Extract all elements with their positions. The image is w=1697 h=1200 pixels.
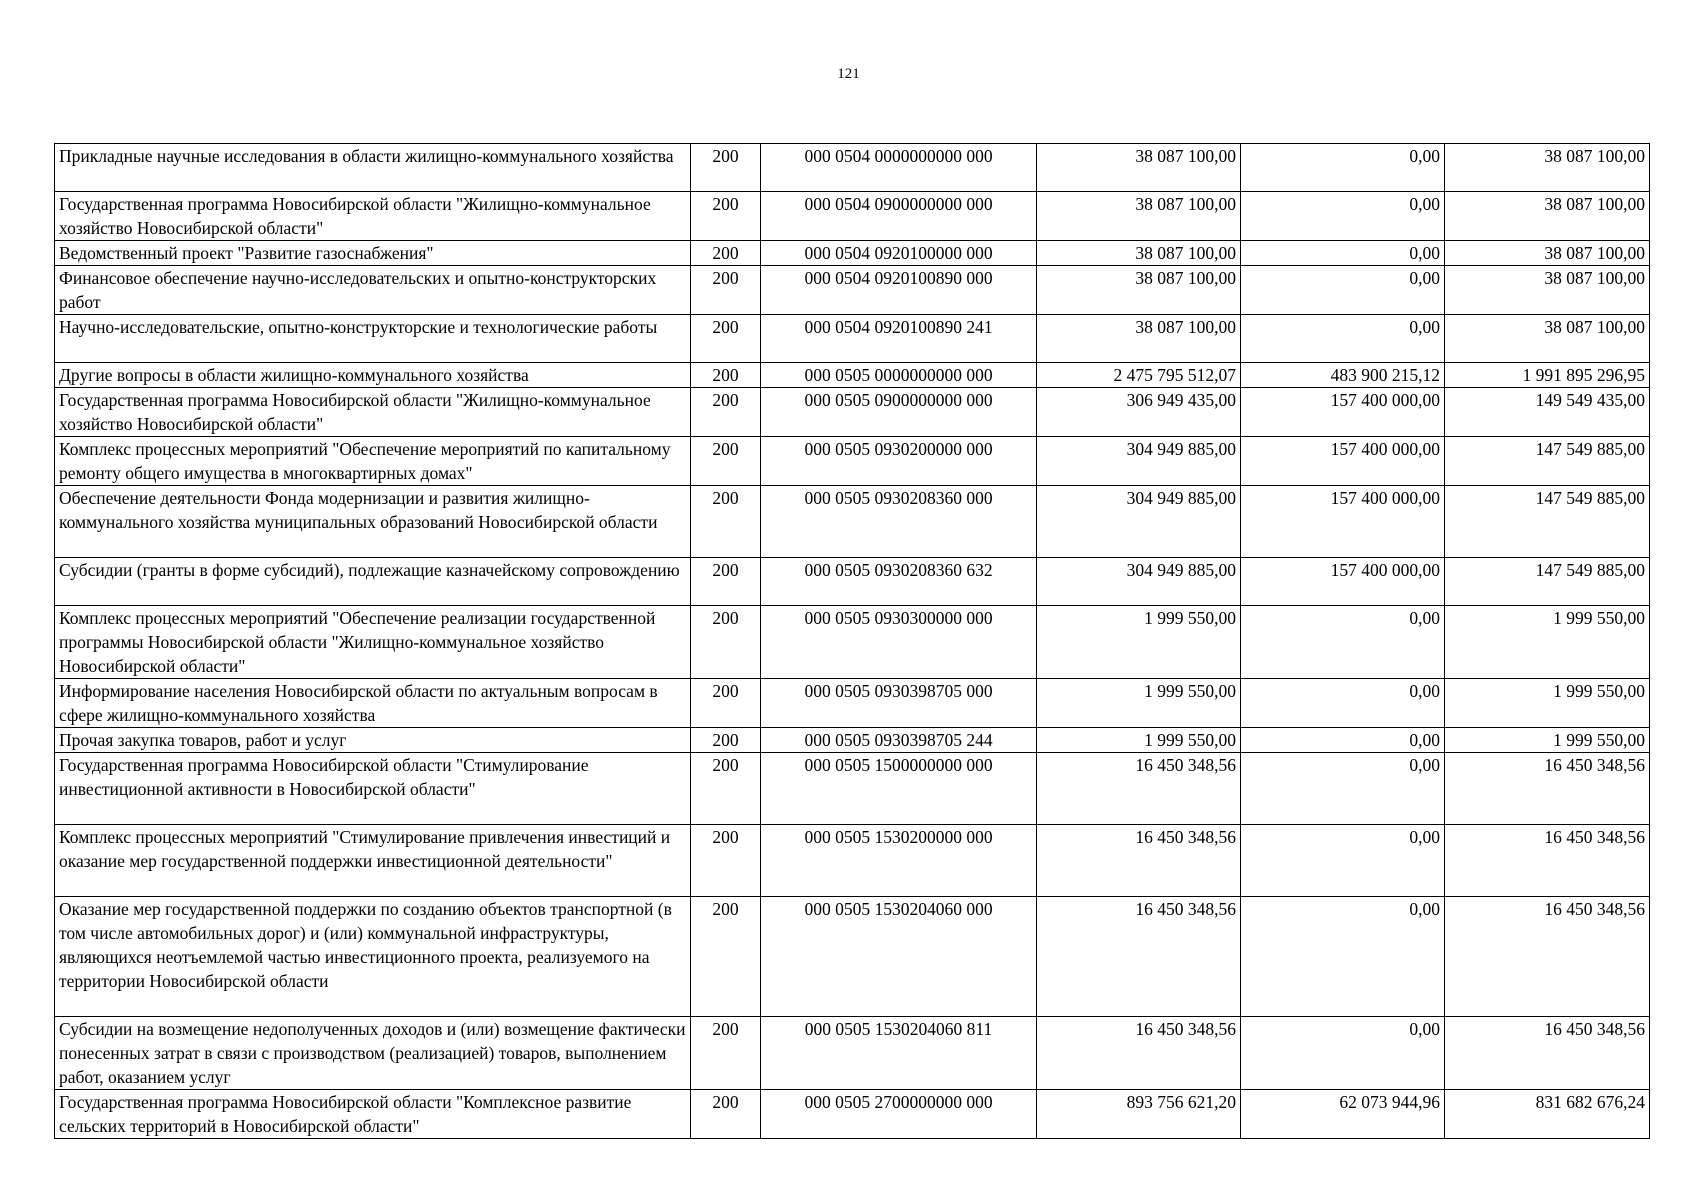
classification-code: 000 0505 0000000000 000: [761, 363, 1037, 388]
executed-amount: 157 400 000,00: [1241, 437, 1445, 486]
table-row: [55, 315, 1650, 363]
line-item-name: Научно-исследовательские, опытно-конструкторские и технологические работы: [55, 315, 691, 363]
executed-amount: 0,00: [1241, 241, 1445, 266]
remaining-amount: 38 087 100,00: [1445, 266, 1650, 315]
planned-amount: 304 949 885,00: [1037, 558, 1241, 606]
planned-amount: 16 450 348,56: [1037, 753, 1241, 825]
executed-amount: 157 400 000,00: [1241, 486, 1445, 558]
planned-amount: 1 999 550,00: [1037, 606, 1241, 679]
line-item-name: Прикладные научные исследования в области жилищно-коммунального хозяйства: [55, 144, 691, 192]
classification-code: 000 0505 0930398705 000: [761, 679, 1037, 728]
executed-amount: 0,00: [1241, 606, 1445, 679]
executed-amount: 0,00: [1241, 1017, 1445, 1090]
line-item-name: Информирование населения Новосибирской области по актуальным вопросам в сфере жилищно-коммунального хозяйства: [55, 679, 691, 728]
executed-amount: 157 400 000,00: [1241, 558, 1445, 606]
planned-amount: 2 475 795 512,07: [1037, 363, 1241, 388]
table-row: [55, 388, 1650, 437]
planned-amount: 38 087 100,00: [1037, 315, 1241, 363]
executed-amount: 0,00: [1241, 315, 1445, 363]
page-number: 121: [837, 66, 860, 82]
classification-code: 000 0504 0920100890 000: [761, 266, 1037, 315]
table-row: [55, 558, 1650, 606]
classification-code: 000 0505 1530204060 000: [761, 897, 1037, 1017]
executed-amount: 0,00: [1241, 897, 1445, 1017]
executed-amount: 157 400 000,00: [1241, 388, 1445, 437]
planned-amount: 38 087 100,00: [1037, 144, 1241, 192]
remaining-amount: 1 999 550,00: [1445, 679, 1650, 728]
executed-amount: 483 900 215,12: [1241, 363, 1445, 388]
classification-code: 000 0505 0930208360 632: [761, 558, 1037, 606]
admin-code: 200: [691, 606, 761, 679]
admin-code: 200: [691, 388, 761, 437]
admin-code: 200: [691, 266, 761, 315]
table-row: [55, 728, 1650, 753]
admin-code: 200: [691, 241, 761, 266]
planned-amount: 16 450 348,56: [1037, 825, 1241, 897]
budget-table: [54, 143, 1650, 1139]
planned-amount: 304 949 885,00: [1037, 437, 1241, 486]
remaining-amount: 16 450 348,56: [1445, 825, 1650, 897]
executed-amount: 0,00: [1241, 679, 1445, 728]
remaining-amount: 1 991 895 296,95: [1445, 363, 1650, 388]
line-item-name: Прочая закупка товаров, работ и услуг: [55, 728, 691, 753]
table-row: [55, 363, 1650, 388]
remaining-amount: 38 087 100,00: [1445, 192, 1650, 241]
admin-code: 200: [691, 679, 761, 728]
planned-amount: 38 087 100,00: [1037, 241, 1241, 266]
table-row: [55, 1090, 1650, 1139]
executed-amount: 0,00: [1241, 728, 1445, 753]
admin-code: 200: [691, 363, 761, 388]
remaining-amount: 16 450 348,56: [1445, 1017, 1650, 1090]
admin-code: 200: [691, 728, 761, 753]
classification-code: 000 0505 0930300000 000: [761, 606, 1037, 679]
classification-code: 000 0505 0900000000 000: [761, 388, 1037, 437]
classification-code: 000 0504 0920100000 000: [761, 241, 1037, 266]
planned-amount: 893 756 621,20: [1037, 1090, 1241, 1139]
classification-code: 000 0504 0920100890 241: [761, 315, 1037, 363]
classification-code: 000 0505 0930200000 000: [761, 437, 1037, 486]
line-item-name: Комплекс процессных мероприятий "Стимулирование привлечения инвестиций и оказание мер государственной поддержки инвестиционной деятельности": [55, 825, 691, 897]
classification-code: 000 0504 0900000000 000: [761, 192, 1037, 241]
line-item-name: Государственная программа Новосибирской области "Жилищно-коммунальное хозяйство Новосибирской области": [55, 192, 691, 241]
line-item-name: Ведомственный проект "Развитие газоснабжения": [55, 241, 691, 266]
remaining-amount: 831 682 676,24: [1445, 1090, 1650, 1139]
table-row: [55, 753, 1650, 825]
line-item-name: Комплекс процессных мероприятий "Обеспечение реализации государственной программы Новосибирской области "Жилищно-коммунальное хозяйство Новосибирской области": [55, 606, 691, 679]
planned-amount: 16 450 348,56: [1037, 1017, 1241, 1090]
table-row: [55, 825, 1650, 897]
budget-table-body: [55, 144, 1650, 1139]
planned-amount: 1 999 550,00: [1037, 728, 1241, 753]
admin-code: 200: [691, 144, 761, 192]
remaining-amount: 147 549 885,00: [1445, 437, 1650, 486]
table-row: [55, 192, 1650, 241]
classification-code: 000 0505 2700000000 000: [761, 1090, 1037, 1139]
admin-code: 200: [691, 315, 761, 363]
remaining-amount: 147 549 885,00: [1445, 486, 1650, 558]
classification-code: 000 0505 0930208360 000: [761, 486, 1037, 558]
remaining-amount: 16 450 348,56: [1445, 897, 1650, 1017]
planned-amount: 38 087 100,00: [1037, 266, 1241, 315]
executed-amount: 62 073 944,96: [1241, 1090, 1445, 1139]
table-row: [55, 897, 1650, 1017]
planned-amount: 1 999 550,00: [1037, 679, 1241, 728]
remaining-amount: 38 087 100,00: [1445, 315, 1650, 363]
executed-amount: 0,00: [1241, 825, 1445, 897]
line-item-name: Обеспечение деятельности Фонда модернизации и развития жилищно-коммунального хозяйства муниципальных образований Новосибирской области: [55, 486, 691, 558]
admin-code: 200: [691, 192, 761, 241]
executed-amount: 0,00: [1241, 266, 1445, 315]
admin-code: 200: [691, 558, 761, 606]
planned-amount: 38 087 100,00: [1037, 192, 1241, 241]
remaining-amount: 38 087 100,00: [1445, 241, 1650, 266]
line-item-name: Финансовое обеспечение научно-исследовательских и опытно-конструкторских работ: [55, 266, 691, 315]
classification-code: 000 0505 1500000000 000: [761, 753, 1037, 825]
planned-amount: 306 949 435,00: [1037, 388, 1241, 437]
table-row: [55, 1017, 1650, 1090]
table-row: [55, 144, 1650, 192]
table-row: [55, 486, 1650, 558]
table-row: [55, 241, 1650, 266]
line-item-name: Другие вопросы в области жилищно-коммунального хозяйства: [55, 363, 691, 388]
table-row: [55, 266, 1650, 315]
executed-amount: 0,00: [1241, 192, 1445, 241]
line-item-name: Государственная программа Новосибирской области "Стимулирование инвестиционной активности в Новосибирской области": [55, 753, 691, 825]
admin-code: 200: [691, 1090, 761, 1139]
planned-amount: 304 949 885,00: [1037, 486, 1241, 558]
remaining-amount: 149 549 435,00: [1445, 388, 1650, 437]
remaining-amount: 38 087 100,00: [1445, 144, 1650, 192]
remaining-amount: 16 450 348,56: [1445, 753, 1650, 825]
admin-code: 200: [691, 437, 761, 486]
line-item-name: Оказание мер государственной поддержки по созданию объектов транспортной (в том числе автомобильных дорог) и (или) коммунальной инфраструктуры, являющихся неотъемлемой частью инвестиционного проекта, реализуемого на территории Новосибирской области: [55, 897, 691, 1017]
planned-amount: 16 450 348,56: [1037, 897, 1241, 1017]
admin-code: 200: [691, 897, 761, 1017]
admin-code: 200: [691, 1017, 761, 1090]
classification-code: 000 0505 0930398705 244: [761, 728, 1037, 753]
line-item-name: Субсидии (гранты в форме субсидий), подлежащие казначейскому сопровождению: [55, 558, 691, 606]
remaining-amount: 147 549 885,00: [1445, 558, 1650, 606]
executed-amount: 0,00: [1241, 144, 1445, 192]
classification-code: 000 0504 0000000000 000: [761, 144, 1037, 192]
admin-code: 200: [691, 486, 761, 558]
admin-code: 200: [691, 825, 761, 897]
table-row: [55, 437, 1650, 486]
table-row: [55, 606, 1650, 679]
line-item-name: Государственная программа Новосибирской области "Жилищно-коммунальное хозяйство Новосибирской области": [55, 388, 691, 437]
table-row: [55, 679, 1650, 728]
remaining-amount: 1 999 550,00: [1445, 606, 1650, 679]
executed-amount: 0,00: [1241, 753, 1445, 825]
line-item-name: Государственная программа Новосибирской области "Комплексное развитие сельских территорий в Новосибирской области": [55, 1090, 691, 1139]
line-item-name: Субсидии на возмещение недополученных доходов и (или) возмещение фактически понесенных затрат в связи с производством (реализацией) товаров, выполнением работ, оказанием услуг: [55, 1017, 691, 1090]
classification-code: 000 0505 1530204060 811: [761, 1017, 1037, 1090]
line-item-name: Комплекс процессных мероприятий "Обеспечение мероприятий по капитальному ремонту общего имущества в многоквартирных домах": [55, 437, 691, 486]
classification-code: 000 0505 1530200000 000: [761, 825, 1037, 897]
admin-code: 200: [691, 753, 761, 825]
remaining-amount: 1 999 550,00: [1445, 728, 1650, 753]
